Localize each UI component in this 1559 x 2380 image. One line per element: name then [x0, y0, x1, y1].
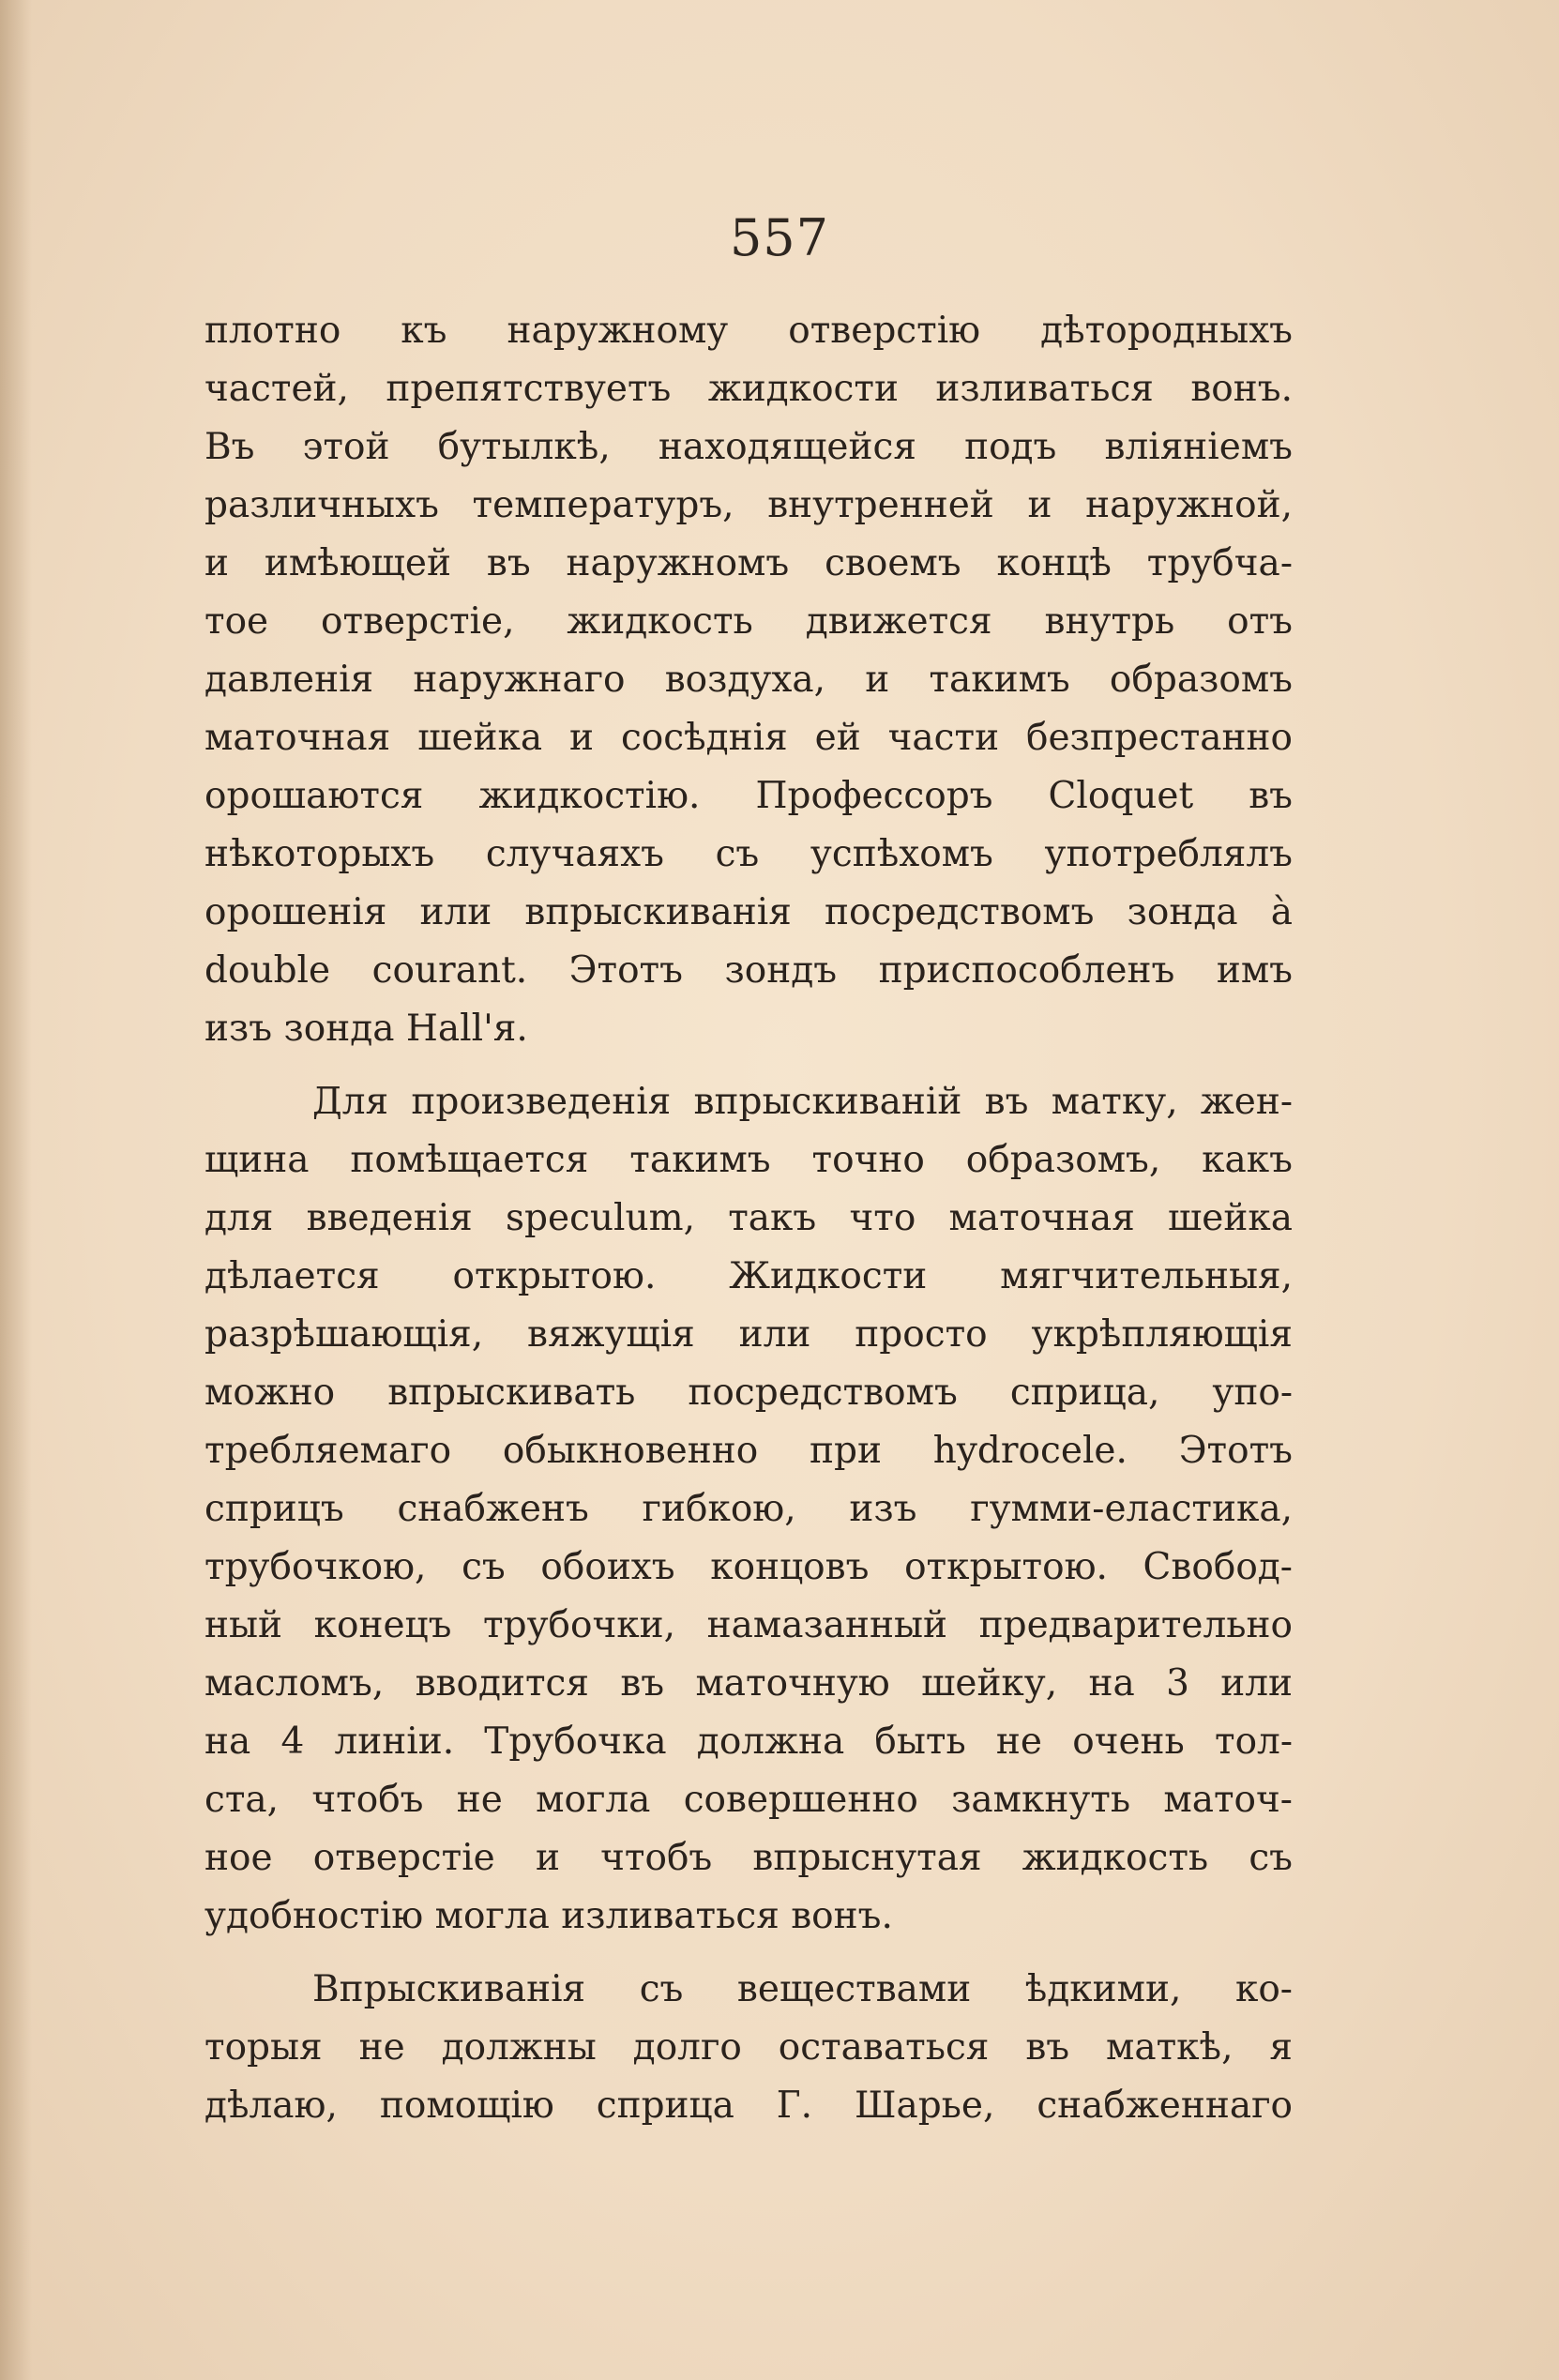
- text-line: удобностію могла изливаться вонъ.: [204, 1895, 893, 1937]
- text-line: маточная шейка и сосѣднія ей части безпрестанно: [204, 717, 1293, 759]
- text-line: можно впрыскивать посредствомъ сприца, упо-: [204, 1372, 1293, 1414]
- text-line: частей, препятствуетъ жидкости изливаться вонъ.: [204, 368, 1293, 410]
- body-text: [204, 302, 1293, 2135]
- paragraph-3: [204, 1961, 1293, 2135]
- text-line: разрѣшающія, вяжущія или просто укрѣпляющія: [204, 1313, 1293, 1356]
- text-line: для введенія speculum, такъ что маточная шейка: [204, 1197, 1293, 1239]
- text-line: на 4 линіи. Трубочка должна быть не очень тол-: [204, 1721, 1293, 1763]
- text-line: плотно къ наружному отверстію дѣтородныхъ: [204, 310, 1293, 352]
- text-line: дѣлается открытою. Жидкости мягчительныя,: [204, 1255, 1293, 1297]
- text-line: Для произведенія впрыскиваній въ матку, жен-: [312, 1081, 1293, 1123]
- paragraph-1: [204, 302, 1293, 1058]
- text-line: давленія наружнаго воздуха, и такимъ образомъ: [204, 659, 1293, 701]
- text-line: торыя не должны долго оставаться въ маткѣ, я: [204, 2026, 1293, 2069]
- text-line: трубочкою, съ обоихъ концовъ открытою. Свобод-: [204, 1546, 1293, 1588]
- text-line: ный конецъ трубочки, намазанный предварительно: [204, 1604, 1293, 1646]
- text-line: Впрыскиванія съ веществами ѣдкими, ко-: [312, 1968, 1293, 2010]
- text-line: и имѣющей въ наружномъ своемъ концѣ трубча-: [204, 542, 1293, 584]
- text-line: double courant. Этотъ зондъ приспособленъ имъ: [204, 949, 1293, 992]
- text-line: дѣлаю, помощію сприца Г. Шарье, снабженнаго: [204, 2084, 1293, 2127]
- text-line: различныхъ температуръ, внутренней и наружной,: [204, 484, 1293, 526]
- page-binding-shadow: [0, 0, 32, 2380]
- text-line: орошаются жидкостію. Профессоръ Cloquet въ: [204, 775, 1293, 817]
- text-line: сприцъ снабженъ гибкою, изъ гумми-еластика,: [204, 1488, 1293, 1530]
- text-line: тое отверстіе, жидкость движется внутрь отъ: [204, 600, 1293, 643]
- text-line: изъ зонда Hall'я.: [204, 1008, 528, 1050]
- page-number: 557: [729, 208, 830, 267]
- text-line: орошенія или впрыскиванія посредствомъ зонда à: [204, 891, 1293, 933]
- paragraph-2: [204, 1073, 1293, 1946]
- text-line: масломъ, вводится въ маточную шейку, на 3 или: [204, 1662, 1293, 1705]
- text-line: Въ этой бутылкѣ, находящейся подъ вліяніемъ: [204, 426, 1293, 468]
- text-line: ста, чтобъ не могла совершенно замкнуть маточ-: [204, 1779, 1293, 1821]
- text-line: требляемаго обыкновенно при hydrocele. Этотъ: [204, 1430, 1293, 1472]
- text-line: нѣкоторыхъ случаяхъ съ успѣхомъ употреблялъ: [204, 833, 1293, 875]
- text-line: ное отверстіе и чтобъ впрыснутая жидкость съ: [204, 1837, 1293, 1879]
- text-line: щина помѣщается такимъ точно образомъ, какъ: [204, 1139, 1293, 1181]
